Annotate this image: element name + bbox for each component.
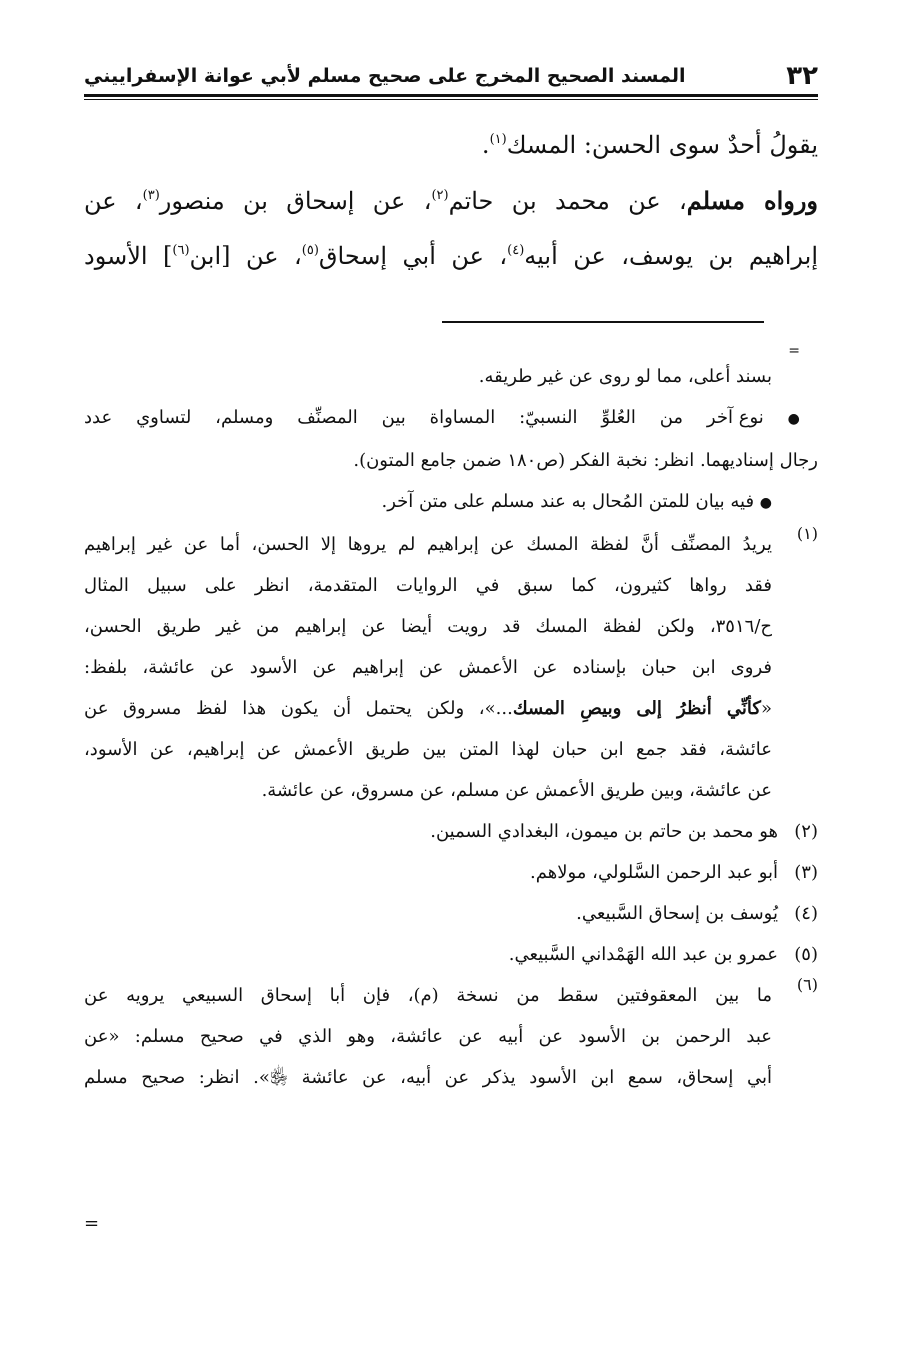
footnote-number: (٥) bbox=[794, 944, 818, 965]
header-rule-thin bbox=[84, 99, 818, 100]
footnote-3 bbox=[84, 852, 818, 893]
footnote-line: فقد رواها كثيرون، كما سبق في الروايات المتقدمة، انظر على سبيل المثال bbox=[84, 575, 772, 596]
footnote-bullet bbox=[84, 481, 818, 524]
text-run: أبو عبد الرحمن السَّلولي، مولاهم. bbox=[530, 862, 778, 883]
footnote-ref[interactable]: (٥) bbox=[301, 243, 319, 258]
footnote-line: ما بين المعقوفتين سقط من نسخة (م)، فإن أبا إسحاق السبيعي يرويه عن bbox=[84, 985, 772, 1006]
footnote-ref[interactable]: (١) bbox=[489, 132, 507, 147]
text-run: ، عن إسحاق بن منصور bbox=[159, 187, 432, 215]
footnotes bbox=[84, 356, 818, 1098]
footnote-ref[interactable]: (٣) bbox=[142, 188, 160, 203]
text-run: « bbox=[761, 698, 773, 719]
footnote-1 bbox=[84, 524, 818, 565]
footnote-number: (٤) bbox=[794, 903, 818, 924]
footnote-4 bbox=[84, 893, 818, 934]
main-text-line bbox=[84, 173, 818, 229]
footnote-ref[interactable]: (٦) bbox=[172, 243, 190, 258]
page-header bbox=[84, 58, 818, 94]
footnote-ref[interactable]: (٤) bbox=[507, 243, 525, 258]
text-run: ، عن محمد بن حاتم bbox=[448, 187, 687, 215]
text-run: نوع آخر من العُلوِّ النسبيّ: المساواة بين المصنِّف ومسلم، لتساوي عدد bbox=[84, 407, 764, 428]
text-run: ، عن أبي إسحاق bbox=[318, 242, 508, 270]
bold-phrase: ورواه مسلم bbox=[686, 186, 819, 215]
footnote-carryover: بسند أعلى، مما لو روى عن غير طريقه. bbox=[478, 366, 772, 387]
text-run: فيه بيان للمتن المُحال به عند مسلم على متن آخر. bbox=[381, 491, 755, 512]
footnote-number: (٣) bbox=[794, 862, 818, 883]
footnote-5 bbox=[84, 934, 818, 975]
footnote-line: ح/٣٥١٦، ولكن لفظة المسك قد رويت أيضا عن إبراهيم من غير طريق الحسن، bbox=[84, 616, 772, 637]
footnote-line: أبي إسحاق، سمع ابن الأسود يذكر عن أبيه، عن عائشة ﵂». انظر: صحيح مسلم bbox=[84, 1067, 772, 1088]
main-text-line bbox=[84, 118, 818, 173]
text-run: ] الأسود bbox=[84, 242, 173, 270]
bold-quote: كأنِّي أنظرُ إلى وبيصِ المسك bbox=[512, 698, 761, 719]
footnote-6 bbox=[84, 975, 818, 1016]
footnote-bullet bbox=[84, 397, 818, 440]
text-run: يُوسف بن إسحاق السَّبيعي. bbox=[576, 903, 778, 924]
text-run: ، عن bbox=[84, 187, 143, 215]
footnote-line bbox=[84, 688, 818, 729]
text-run: يقولُ أحدٌ سوى الحسن: المسك bbox=[506, 131, 818, 159]
bullet-icon: ● bbox=[759, 495, 772, 511]
text-run: عمرو بن عبد الله الهَمْداني السَّبيعي. bbox=[508, 944, 778, 965]
footnote-line: يريدُ المصنِّف أنَّ لفظة المسك عن إبراهيم لم يروها إلا الحسن، أما عن غير إبراهيم bbox=[84, 534, 772, 555]
footnote-number: (١) bbox=[796, 524, 818, 543]
header-rule bbox=[84, 94, 818, 97]
footnote-line: عن عائشة، وبين طريق الأعمش عن مسلم، عن مسروق، عن عائشة. bbox=[261, 780, 772, 801]
text-run: ، عن [ابن bbox=[189, 242, 302, 270]
text-run: هو محمد بن حاتم بن ميمون، البغدادي السمين. bbox=[430, 821, 778, 842]
footnote-separator bbox=[442, 321, 764, 323]
main-text-line bbox=[84, 229, 818, 284]
page-number: ٣٢ bbox=[786, 61, 818, 91]
footnote-line: رجال إسناديهما. انظر: نخبة الفكر (ص١٨٠ ضمن جامع المتون). bbox=[353, 450, 818, 471]
footnote-line: فروى ابن حبان بإسناده عن الأعمش عن إبراهيم عن الأسود عن عائشة، بلفظ: bbox=[84, 657, 772, 678]
footnote-ref[interactable]: (٢) bbox=[431, 188, 449, 203]
footnote-2 bbox=[84, 811, 818, 852]
text-run: ...»، ولكن يحتمل أن يكون هذا لفظ مسروق عن bbox=[84, 698, 513, 719]
footnote-number: (٢) bbox=[794, 821, 818, 842]
text-run: . bbox=[481, 131, 490, 159]
text-run: إبراهيم بن يوسف، عن أبيه bbox=[524, 242, 819, 270]
bullet-icon: ● bbox=[787, 411, 818, 427]
footnote-line: عبد الرحمن بن الأسود عن أبيه عن عائشة، وهو الذي في صحيح مسلم: «عن bbox=[84, 1026, 772, 1047]
footnote-number: (٦) bbox=[796, 975, 818, 994]
continuation-mark: = bbox=[84, 1213, 100, 1234]
main-text bbox=[84, 118, 818, 284]
continuation-mark: = bbox=[788, 343, 800, 359]
running-title: المسند الصحيح المخرج على صحيح مسلم لأبي عوانة الإسفراييني bbox=[84, 65, 686, 87]
footnote-line: عائشة، فقد جمع ابن حبان لهذا المتن بين طريق الأعمش عن إبراهيم، عن الأسود، bbox=[84, 739, 772, 760]
